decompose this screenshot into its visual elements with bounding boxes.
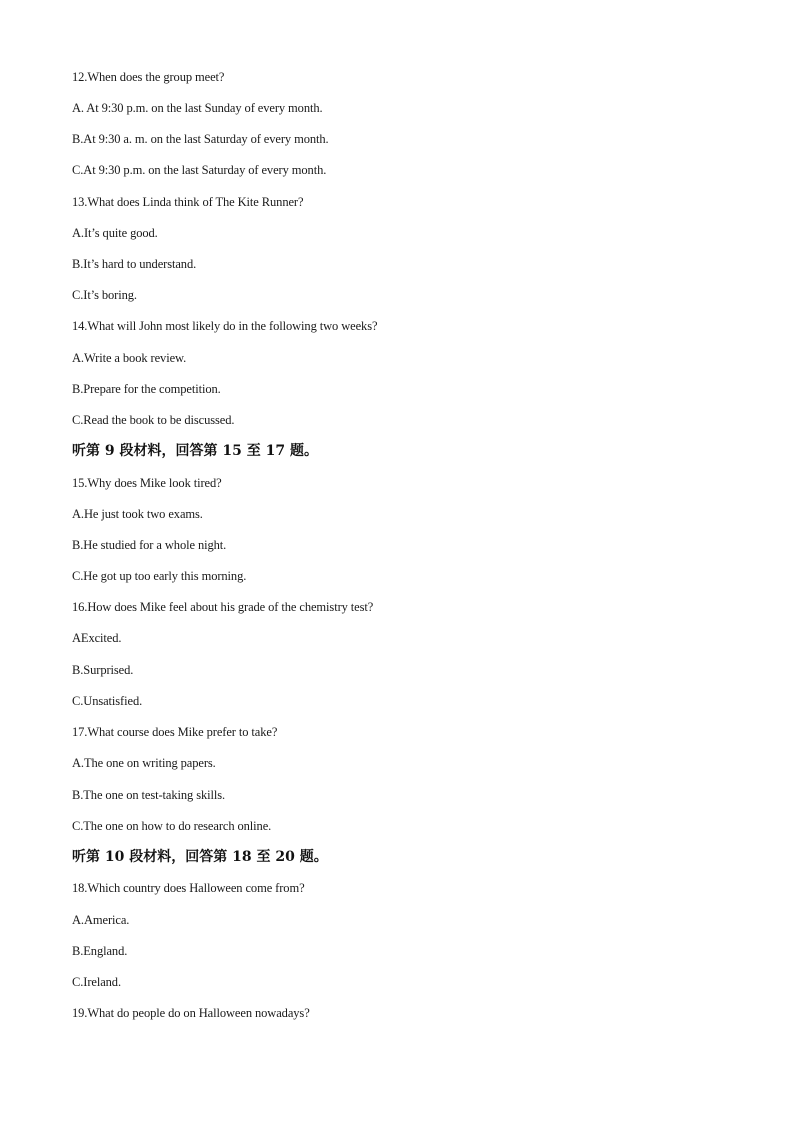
option-17c: C.The one on how to do research online. [72,819,272,833]
option-12a: A. At 9:30 p.m. on the last Sunday of every month. [72,101,323,115]
option-14c: C.Read the book to be discussed. [72,413,235,427]
question-13: 13.What does Linda think of The Kite Runner? [72,195,304,209]
option-17b: B.The one on test-taking skills. [72,788,226,802]
question-19: 19.What do people do on Halloween nowadays? [72,1006,310,1020]
option-15c: C.He got up too early this morning. [72,569,247,583]
question-12: 12.When does the group meet? [72,70,225,84]
option-13a: A.It’s quite good. [72,226,158,240]
option-18b: B.England. [72,944,128,958]
option-15a: A.He just took two exams. [72,507,203,521]
option-17a: A.The one on writing papers. [72,756,216,770]
question-16: 16.How does Mike feel about his grade of the chemistry test? [72,600,374,614]
question-18: 18.Which country does Halloween come from? [72,881,305,895]
question-17: 17.What course does Mike prefer to take? [72,725,278,739]
option-18c: C.Ireland. [72,975,121,989]
option-12c: C.At 9:30 p.m. on the last Saturday of every month. [72,163,327,177]
option-15b: B.He studied for a whole night. [72,538,227,552]
option-13b: B.It’s hard to understand. [72,257,197,271]
section-heading-9: 听第 9 段材料，回答第 15 至 17 题。 [72,443,318,459]
section-heading-10: 听第 10 段材料，回答第 18 至 20 题。 [72,849,328,865]
option-16a: AExcited. [72,631,122,645]
question-15: 15.Why does Mike look tired? [72,476,222,490]
option-14a: A.Write a book review. [72,351,187,365]
option-14b: B.Prepare for the competition. [72,382,221,396]
option-16c: C.Unsatisfied. [72,694,143,708]
option-18a: A.America. [72,913,130,927]
option-13c: C.It’s boring. [72,288,137,302]
option-16b: B.Surprised. [72,663,134,677]
question-14: 14.What will John most likely do in the following two weeks? [72,319,378,333]
option-12b: B.At 9:30 a. m. on the last Saturday of every month. [72,132,329,146]
